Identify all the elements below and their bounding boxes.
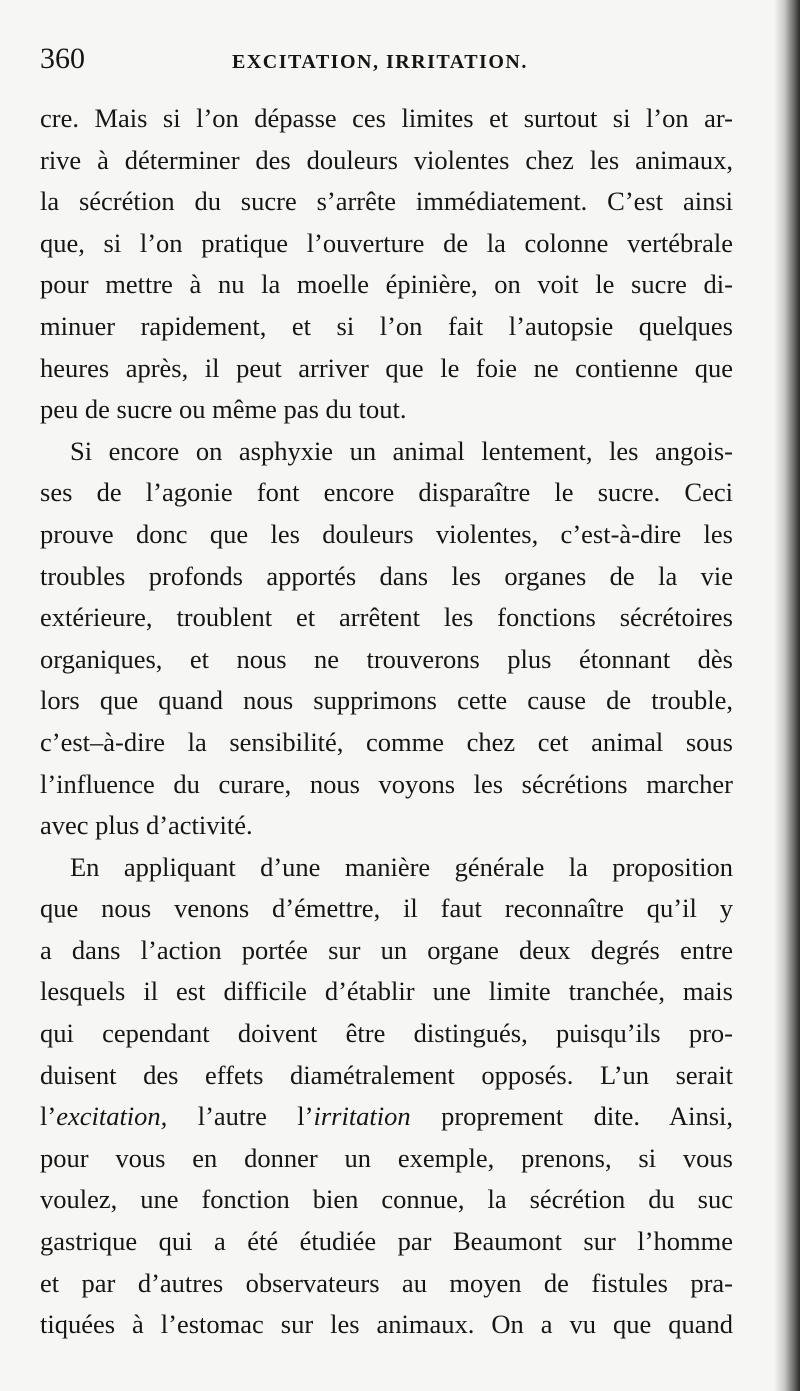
italic-term-excitation: excitation, — [56, 1101, 168, 1132]
text-line: duisent des effets diamétralement opposés. L’un serait — [40, 1059, 733, 1090]
text-line: pour mettre à nu la moelle épinière, on voit le sucre di- — [40, 269, 733, 300]
text-line: organiques, et nous ne trouverons plus étonnant dès — [40, 643, 733, 674]
text-line: prouve donc que les douleurs violentes, c’est-à-dire les — [40, 518, 733, 549]
text-line: troubles profonds apportés dans les organes de la vie — [40, 560, 733, 591]
italic-term-irritation: irritation — [313, 1101, 411, 1132]
text-line: a dans l’action portée sur un organe deux degrés entre — [40, 934, 733, 965]
text-line: que, si l’on pratique l’ouverture de la colonne vertébrale — [40, 227, 733, 258]
text-line: c’est–à-dire la sensibilité, comme chez cet animal sous — [40, 726, 733, 757]
text-line: voulez, une fonction bien connue, la sécrétion du suc — [40, 1184, 733, 1215]
text-line: extérieure, troublent et arrêtent les fonctions sécrétoires — [40, 602, 733, 633]
running-head: EXCITATION, IRRITATION. — [232, 51, 528, 73]
text-line: l’influence du curare, nous voyons les sécrétions marcher — [40, 768, 733, 799]
page-header — [40, 42, 740, 82]
paragraph-3 — [40, 847, 733, 1346]
text-line: Si encore on asphyxie un animal lentement, les angois- — [70, 435, 733, 466]
text-line: que nous venons d’émettre, il faut reconnaître qu’il y — [40, 893, 733, 924]
paragraph-1 — [40, 98, 733, 431]
text-line: minuer rapidement, et si l’on fait l’autopsie quelques — [40, 310, 733, 341]
text-fragment: l’autre l’ — [167, 1101, 314, 1132]
text-line: la sécrétion du sucre s’arrête immédiatement. C’est ainsi — [40, 186, 733, 217]
paragraph-2 — [40, 431, 733, 847]
text-line: cre. Mais si l’on dépasse ces limites et surtout si l’on ar- — [40, 103, 733, 133]
text-line: et par d’autres observateurs au moyen de fistules pra- — [40, 1267, 733, 1298]
text-line: gastrique qui a été étudiée par Beaumont sur l’homme — [40, 1226, 733, 1257]
text-fragment: proprement dite. Ainsi, — [410, 1101, 733, 1132]
text-fragment: l’ — [40, 1101, 57, 1132]
text-line: pour vous en donner un exemple, prenons, si vous — [40, 1142, 733, 1173]
text-line: rive à déterminer des douleurs violentes chez les animaux, — [40, 144, 733, 175]
text-line: tiquées à l’estomac sur les animaux. On a vu que quand — [40, 1309, 733, 1340]
text-line: ses de l’agonie font encore disparaître le sucre. Ceci — [40, 477, 733, 508]
text-line: En appliquant d’une manière générale la proposition — [70, 851, 733, 882]
text-line: peu de sucre ou même pas du tout. — [40, 394, 407, 425]
text-line: lesquels il est difficile d’établir une limite tranchée, mais — [40, 976, 733, 1007]
page-number: 360 — [40, 42, 85, 75]
text-line: avec plus d’activité. — [40, 810, 253, 841]
text-line: qui cependant doivent être distingués, puisqu’ils pro- — [40, 1018, 733, 1049]
text-line-with-italics — [40, 1096, 733, 1138]
body-text — [40, 98, 733, 1346]
text-line: lors que quand nous supprimons cette cause de trouble, — [40, 685, 733, 716]
text-line: heures après, il peut arriver que le foie ne contienne que — [40, 352, 733, 383]
